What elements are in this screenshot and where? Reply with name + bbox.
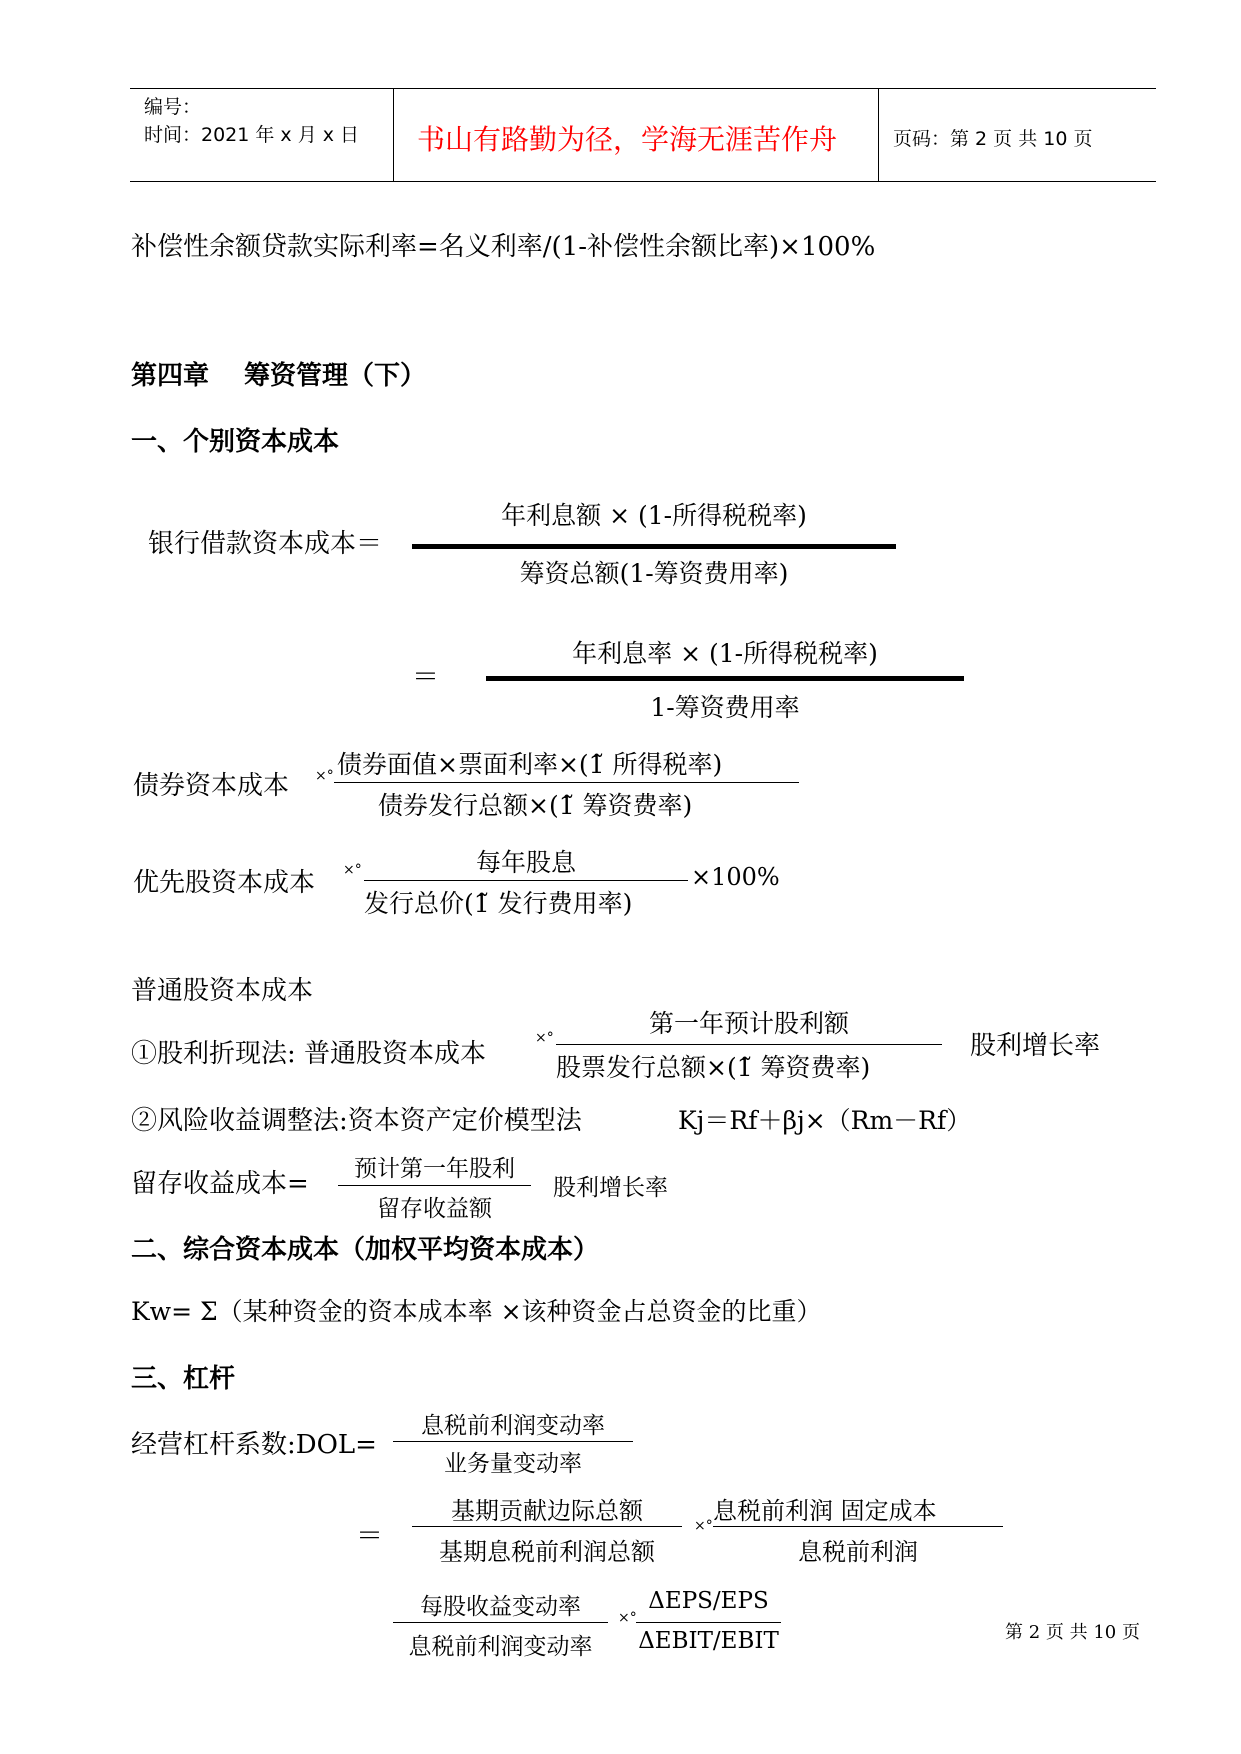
bank-loan-denominator-2: 1-筹资费用率 <box>650 693 800 722</box>
dividend-discount-numerator: 第一年预计股利额 <box>648 1009 849 1038</box>
preferred-stock-tail: ×100% <box>691 863 780 891</box>
bank-loan-label: 银行借款资本成本＝ <box>148 529 383 559</box>
footer-page-number: 第 2 页 共 10 页 <box>1005 1622 1140 1643</box>
retained-earnings-denominator: 留存收益额 <box>377 1196 492 1222</box>
section-heading-1: 一、个别资本成本 <box>131 427 340 457</box>
bank-loan-denominator: 筹资总额(1-筹资费用率) <box>519 559 789 588</box>
dfl-numerator: 每股收益变动率 <box>420 1594 581 1620</box>
dol-numerator: 息税前利润变动率 <box>421 1413 605 1439</box>
dividend-discount-tail: 股利增长率 <box>970 1031 1101 1061</box>
preferred-stock-numerator: 每年股息 <box>475 848 576 877</box>
bond-cost-fraction-bar <box>334 782 799 783</box>
common-stock-title: 普通股资本成本 <box>131 976 314 1006</box>
retained-earnings-tail: 股利增长率 <box>553 1175 668 1201</box>
dol-numerator-2: 基期贡献边际总额 <box>451 1497 643 1525</box>
retained-earnings-fraction-bar <box>338 1185 531 1186</box>
section-heading-2: 二、综合资本成本（加权平均资本成本） <box>131 1235 600 1265</box>
header-page-code: 页码：第 2 页 共 10 页 <box>893 128 1093 150</box>
dividend-discount-fraction-bar <box>556 1044 942 1045</box>
header-divider-right <box>878 88 879 181</box>
dol-denominator: 业务量变动率 <box>444 1451 582 1477</box>
bond-cost-denominator: 债券发行总额×(1̃ 筹资费率) <box>378 791 693 820</box>
bank-loan-numerator: 年利息额 × (1-所得税税率) <box>501 501 807 530</box>
bank-loan-equals: ＝ <box>412 662 439 693</box>
compensating-balance-formula: 补偿性余额贷款实际利率=名义利率/(1-补偿性余额比率)×100% <box>131 232 876 262</box>
dividend-discount-denominator: 股票发行总额×(1̃ 筹资费率) <box>556 1053 871 1082</box>
chapter-title: 第四章 筹资管理（下） <box>131 361 427 391</box>
dol-equals: ＝ <box>356 1521 383 1552</box>
dfl-fraction-bar <box>393 1622 608 1623</box>
header-motto: 书山有路勤为径，学海无涯苦作舟 <box>417 123 838 156</box>
dfl-denominator-2: ΔEBIT/EBIT <box>638 1628 779 1654</box>
dfl-denominator: 息税前利润变动率 <box>408 1634 593 1660</box>
dol-fraction-bar-3 <box>713 1526 1003 1527</box>
bank-loan-fraction-bar-2 <box>486 676 964 681</box>
dol-equals-symbol: ×° <box>694 1518 713 1534</box>
dol-label: 经营杠杆系数:DOL= <box>131 1430 377 1460</box>
dividend-discount-label: ①股利折现法: 普通股资本成本 <box>131 1039 487 1069</box>
header-top-rule <box>130 88 1156 89</box>
dol-numerator-3: 息税前利润 固定成本 <box>713 1497 937 1525</box>
bond-cost-label: 债券资本成本 <box>133 771 290 801</box>
dfl-fraction-bar-2 <box>636 1622 781 1623</box>
preferred-stock-denominator: 发行总价(1̃ 发行费用率) <box>364 889 633 918</box>
preferred-stock-label: 优先股资本成本 <box>133 868 316 898</box>
section-heading-3: 三、杠杆 <box>131 1364 236 1394</box>
retained-earnings-label: 留存收益成本= <box>131 1169 309 1199</box>
header-bottom-rule <box>130 181 1156 182</box>
capm-label: ②风险收益调整法:资本资产定价模型法 <box>131 1106 582 1136</box>
wacc-formula: Kw= Σ（某种资金的资本成本率 ×该种资金占总资金的比重） <box>131 1297 822 1326</box>
dol-fraction-bar-2 <box>412 1526 682 1527</box>
dol-denominator-3: 息税前利润 <box>798 1538 918 1566</box>
bank-loan-numerator-2: 年利息率 × (1-所得税税率) <box>572 639 878 668</box>
dividend-discount-equals-symbol: ×° <box>535 1030 554 1046</box>
header-number-label: 编号： <box>144 96 202 118</box>
dfl-numerator-2: ΔEPS/EPS <box>648 1588 769 1614</box>
bond-cost-numerator: 债券面值×票面利率×(1̃ 所得税率) <box>337 750 723 779</box>
header-divider-left <box>393 88 394 181</box>
dol-fraction-bar <box>393 1441 633 1442</box>
retained-earnings-numerator: 预计第一年股利 <box>354 1156 515 1182</box>
dol-denominator-2: 基期息税前利润总额 <box>439 1538 655 1566</box>
capm-formula: Kj＝Rf＋βj×（Rm－Rf） <box>678 1106 972 1135</box>
bank-loan-fraction-bar <box>412 544 896 549</box>
bond-cost-equals-symbol: ×° <box>315 768 334 784</box>
preferred-stock-equals-symbol: ×° <box>343 862 362 878</box>
preferred-stock-fraction-bar <box>364 880 688 881</box>
header-time-label: 时间：2021 年 x 月 x 日 <box>144 124 360 146</box>
dfl-equals-symbol: ×° <box>618 1610 637 1626</box>
